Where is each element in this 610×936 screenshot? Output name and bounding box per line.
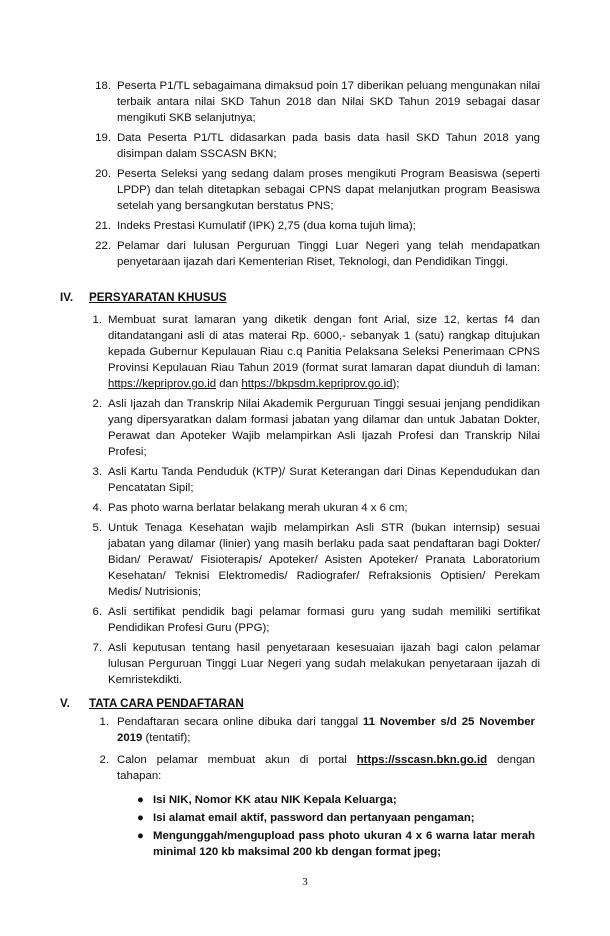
bullet-icon: ●: [137, 830, 144, 842]
list-item: [0, 78, 540, 126]
special-requirements-list: [0, 312, 540, 692]
bullet-item: [117, 810, 535, 826]
item-number: 21.: [95, 220, 111, 232]
item-text: Asli Kartu Tanda Penduduk (KTP)/ Surat Keterangan dari Dinas Kependudukan dan Pencatatan Sipil;: [108, 466, 540, 494]
item-number: 1.: [99, 716, 109, 728]
list-item: [0, 166, 540, 214]
item-number: 7.: [92, 642, 102, 654]
registration-steps-list: [0, 714, 535, 866]
item-text: Asli sertifikat pendidik bagi pelamar formasi guru yang sudah memiliki sertifikat Pendidikan Profesi Guru (PPG);: [108, 606, 540, 634]
link-sscasn[interactable]: https://sscasn.bkn.go.id: [356, 754, 488, 766]
item-text-end: dengan tahapan:: [117, 754, 535, 782]
item-number: 19.: [95, 132, 111, 144]
item-text: [117, 714, 535, 746]
item-text: Peserta P1/TL sebagaimana dimaksud poin 17 diberikan peluang mengunakan nilai terbaik antara nilai SKD Tahun 2018 dan Nilai SKD Tahun 2019 sebagai dasar mengikuti SKB selanjutnya;: [117, 80, 540, 124]
section-title: PERSYARATAN KHUSUS: [89, 291, 227, 304]
list-item: [0, 604, 540, 636]
item-text: Asli keputusan tentang hasil penyetaraan kesesuaian ijazah bagi calon pelamar lulusan Perguruan Tinggi Luar Negeri yang sudah melakukan penyetaraan ijazah di Kemristekdikti.: [108, 642, 540, 686]
item-text: [108, 312, 540, 392]
registration-dates: 11 November s/d 25 November 2019: [117, 716, 535, 744]
bullet-icon: ●: [137, 794, 144, 806]
section-number: IV.: [60, 291, 74, 304]
page-number: 3: [302, 876, 308, 888]
bullet-text: Isi NIK, Nomor KK atau NIK Kepala Keluarga;: [153, 794, 397, 806]
list-item: [0, 312, 540, 392]
list-item: [0, 500, 540, 516]
item-text: Indeks Prestasi Kumulatif (IPK) 2,75 (dua koma tujuh lima);: [117, 220, 416, 232]
item-text: Peserta Seleksi yang sedang dalam proses mengikuti Program Beasiswa (seperti LPDP) dan telah ditetapkan sebagai CPNS dapat melanjutkan program Beasiswa setelah yang bersangkutan berstatus PNS;: [117, 168, 540, 212]
link-kepriprov[interactable]: https://kepriprov.go.id: [108, 378, 217, 390]
list-item: [0, 752, 535, 860]
bullet-text: Mengunggah/mengupload pass photo ukuran 4 x 6 warna latar merah minimal 120 kb maksimal 200 kb dengan format jpeg;: [153, 830, 535, 858]
item-text: Pelamar dari lulusan Perguruan Tinggi Luar Negeri yang telah mendapatkan penyetaraan ijazah dari Kementerian Riset, Teknologi, dan Pendidikan Tinggi.: [117, 240, 540, 268]
list-item: [0, 464, 540, 496]
item-number: 4.: [92, 502, 102, 514]
item-text-end: (tentatif);: [142, 732, 191, 744]
list-item: [0, 218, 540, 234]
item-number: 18.: [95, 80, 111, 92]
account-steps-bullets: [117, 792, 535, 860]
item-number: 22.: [95, 240, 111, 252]
list-item: [0, 714, 535, 746]
item-text: Asli Ijazah dan Transkrip Nilai Akademik Perguruan Tinggi sesuai jenjang pendidikan yang dipersyaratkan dalam formasi jabatan yang dilamar dan untuk Jabatan Dokter, Perawat dan Apoteker Wajib melampirkan Asli Ijazah Profesi dan Transkrip Nilai Profesi;: [108, 398, 540, 458]
item-text: [117, 752, 535, 784]
requirements-list-continued: [0, 78, 540, 274]
bullet-icon: ●: [137, 812, 144, 824]
section-title: TATA CARA PENDAFTARAN: [89, 697, 244, 710]
item-number: 20.: [95, 168, 111, 180]
item-text: Untuk Tenaga Kesehatan wajib melampirkan Asli STR (bukan internsip) sesuai jabatan yang dilamar (linier) yang masih berlaku pada saat pendaftaran bagi Dokter/ Bidan/ Perawat/ Fisioterapis/ Apoteker/ Asisten Apoteker/ Pranata Laboratorium Kesehatan/ Teknisi Elektromedis/ Radiografer/ Refraksionis Optisien/ Perekam Medis/ Nutrisionis;: [108, 522, 540, 598]
bullet-item: [117, 792, 535, 808]
list-item: [0, 396, 540, 460]
item-text: Data Peserta P1/TL didasarkan pada basis data hasil SKD Tahun 2018 yang disimpan dalam SSCASN BKN;: [117, 132, 540, 160]
section-heading-tata-cara: [60, 696, 244, 712]
bullet-item: [117, 828, 535, 860]
item-text-body: Pendaftaran secara online dibuka dari tanggal: [117, 716, 363, 728]
item-number: 1.: [92, 314, 102, 326]
item-text: Pas photo warna berlatar belakang merah ukuran 4 x 6 cm;: [108, 502, 408, 514]
item-text-end: );: [392, 378, 400, 390]
item-text-body: Calon pelamar membuat akun di portal: [117, 754, 357, 766]
list-item: [0, 130, 540, 162]
list-item: [0, 238, 540, 270]
bullet-text: Isi alamat email aktif, password dan pertanyaan pengaman;: [153, 812, 475, 824]
item-number: 3.: [92, 466, 102, 478]
item-text-body: Membuat surat lamaran yang diketik dengan font Arial, size 12, kertas f4 dan ditandatangani asli di atas materai Rp. 6000,- sebanyak 1 (satu) rangkap ditujukan kepada Gubernur Kepulauan Riau c.q Panitia Pelaksana Seleksi Penerimaan CPNS Provinsi Kepulauan Riau Tahun 2019 (format surat lamaran dapat diunduh di laman:: [108, 314, 540, 374]
link-bkpsdm[interactable]: https://bkpsdm.kepriprov.go.id: [241, 378, 393, 390]
item-number: 2.: [99, 754, 109, 766]
item-number: 6.: [92, 606, 102, 618]
item-text-joiner: dan: [216, 378, 242, 390]
list-item: [0, 520, 540, 600]
item-number: 2.: [92, 398, 102, 410]
section-heading-persyaratan-khusus: [60, 290, 227, 306]
list-item: [0, 640, 540, 688]
item-number: 5.: [92, 522, 102, 534]
section-number: V.: [60, 697, 70, 710]
